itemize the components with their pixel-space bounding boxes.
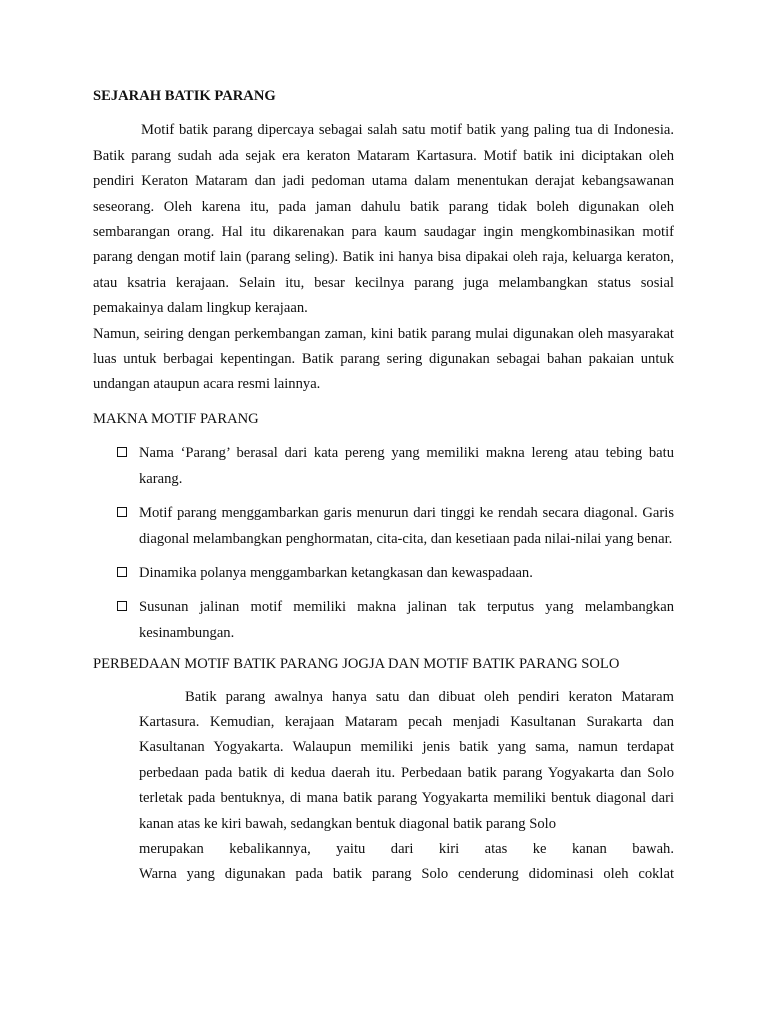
checkbox-bullet-icon [117, 447, 127, 457]
list-item [93, 501, 674, 552]
list-item-text: Susunan jalinan motif memiliki makna jalinan tak terputus yang melambangkan kesinambungan. [139, 599, 674, 641]
list-item [93, 441, 674, 492]
document-body [93, 84, 674, 888]
perbedaan-block [139, 685, 674, 888]
paragraph-perbedaan: Batik parang awalnya hanya satu dan dibuat oleh pendiri keraton Mataram Kartasura. Kemudian, kerajaan Mataram pecah menjadi Kasultanan Surakarta dan Kasultanan Yogyakarta. Walaupun memiliki jenis batik yang sama, namun terdapat perbedaan pada batik di kedua daerah itu. Perbedaan batik parang Yogyakarta dan Solo terletak pada bentuknya, di mana batik parang Yogyakarta memiliki bentuk diagonal dari kanan atas ke kiri bawah, sedangkan bentuk diagonal batik parang Solo [139, 688, 674, 832]
paragraph-perbedaan-line: merupakan kebalikannya, yaitu dari kiri atas ke kanan bawah. [139, 840, 674, 857]
list-item-text: Nama ‘Parang’ berasal dari kata pereng yang memiliki makna lereng atau tebing batu karang. [139, 445, 674, 487]
list-item [93, 595, 674, 646]
section-title-perbedaan: PERBEDAAN MOTIF BATIK PARANG JOGJA DAN MOTIF BATIK PARANG SOLO [93, 656, 620, 673]
checkbox-bullet-icon [117, 601, 127, 611]
list-item [93, 561, 674, 586]
checkbox-bullet-icon [117, 507, 127, 517]
checkbox-bullet-icon [117, 567, 127, 577]
paragraph-sejarah-2: Namun, seiring dengan perkembangan zaman, kini batik parang mulai digunakan oleh masyarakat luas untuk berbagai kepentingan. Batik parang sering digunakan sebagai bahan pakaian untuk undangan ataupun acara resmi lainnya. [93, 325, 674, 393]
section-title-makna: MAKNA MOTIF PARANG [93, 410, 259, 427]
section-title-sejarah: SEJARAH BATIK PARANG [93, 88, 276, 104]
list-item-text: Motif parang menggambarkan garis menurun dari tinggi ke rendah secara diagonal. Garis diagonal melambangkan penghormatan, cita-cita, dan kesetiaan pada nilai-nilai yang benar. [139, 505, 674, 547]
paragraph-perbedaan-last-line: Warna yang digunakan pada batik parang Solo cenderung didominasi oleh coklat [139, 866, 674, 883]
paragraph-sejarah-1: Motif batik parang dipercaya sebagai salah satu motif batik yang paling tua di Indonesia. Batik parang sudah ada sejak era keraton Mataram Kartasura. Motif batik ini diciptakan oleh pendiri Keraton Mataram dan jadi pedoman utama dalam menentukan derajat kebangsawanan seseorang. Oleh karena itu, pada jaman dahulu batik parang tidak boleh digunakan oleh sembarangan orang. Hal itu dikarenakan para kaum saudagar ingin mengkombinasikan motif parang dengan motif lain (parang seling). Batik ini hanya bisa dipakai oleh raja, keluarga keraton, atau ksatria kerajaan. Selain itu, besar kecilnya parang juga melambangkan status sosial pemakainya dalam lingkup kerajaan. [93, 122, 674, 317]
list-item-text: Dinamika polanya menggambarkan ketangkasan dan kewaspadaan. [139, 564, 533, 581]
makna-list [93, 441, 674, 646]
